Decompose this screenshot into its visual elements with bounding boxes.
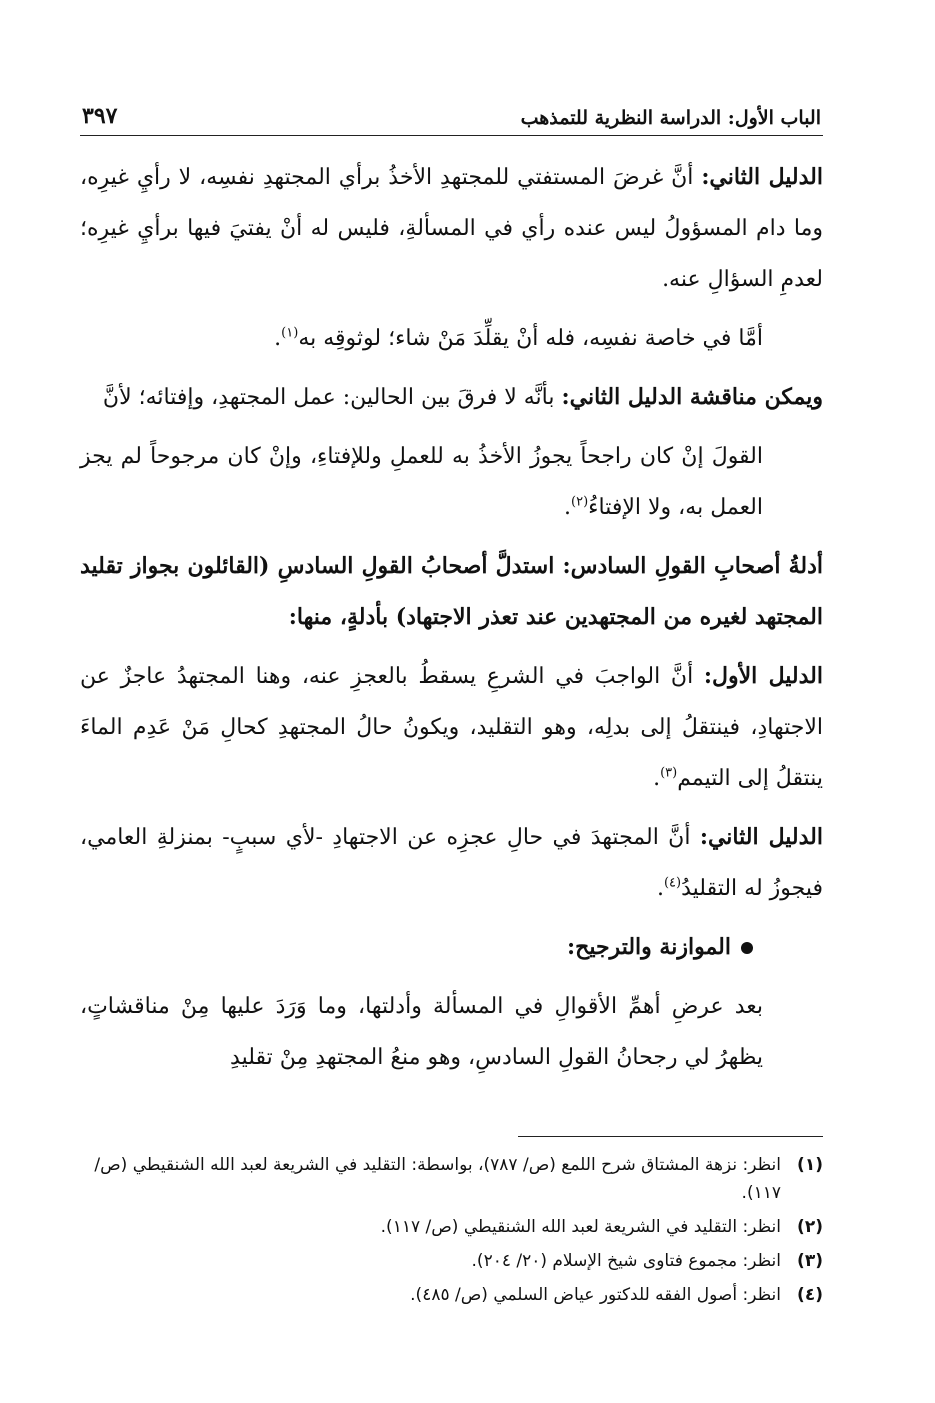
footnote-divider	[518, 1136, 823, 1137]
paragraph-tail: .	[564, 495, 572, 520]
footnote-item	[80, 1247, 823, 1275]
footnote-text: انظر: أصول الفقه للدكتور عياض السلمي (ص/ ٤٨٥).	[410, 1285, 781, 1305]
footnote-number: (٣)	[797, 1251, 823, 1271]
paragraph-text: أمَّا في خاصة نفسِه، فله أنْ يقلِّدَ مَنْ شاء؛ لوثوقِه به	[298, 326, 763, 351]
page-number: ٣٩٧	[82, 103, 118, 129]
paragraph-lead: أدلةُ أصحابِ القولِ السادس:	[562, 553, 823, 579]
body-text	[80, 152, 823, 1083]
paragraph-conclusion	[80, 981, 823, 1083]
paragraph-text: استدلَّ أصحابُ القولِ السادسِ (القائلون بجواز تقليد المجتهد لغيره من المجتهدين عند تعذر الاجتهاد) بأدلةٍ، منها:	[80, 553, 823, 630]
footnote-ref[interactable]: (١)	[281, 325, 299, 341]
bullet-icon	[741, 942, 753, 954]
footnote-ref[interactable]: (٣)	[660, 765, 678, 781]
paragraph-lead: الدليل الأول:	[703, 663, 823, 689]
paragraph-discussion	[80, 372, 823, 423]
footnote-ref[interactable]: (٢)	[571, 494, 589, 510]
footnote-text: انظر: التقليد في الشريعة لعبد الله الشنقيطي (ص/ ١١٧).	[380, 1217, 781, 1237]
footnote-item	[80, 1151, 823, 1207]
paragraph-text: بأنَّه لا فرقَ بين الحالين: عمل المجتهدِ، وإفتائه؛ لأنَّ	[102, 385, 562, 410]
footnotes	[80, 1136, 823, 1315]
paragraph-discussion-cont	[80, 431, 823, 533]
paragraph-text: القولَ إنْ كان راجحاً يجوزُ الأخذُ به للعملِ وللإفتاءِ، وإنْ كان مرجوحاً لم يجز العمل به، ولا الإفتاءُ	[80, 444, 763, 520]
paragraph-text: أنَّ المجتهدَ في حالِ عجزِه عن الاجتهادِ -لأي سببٍ- بمنزلةِ العامي، فيجوزُ له التقليدُ	[80, 825, 823, 901]
book-page	[80, 95, 823, 1091]
footnote-number: (١)	[797, 1155, 823, 1175]
paragraph-tail: .	[274, 326, 282, 351]
running-head: الباب الأول: الدراسة النظرية للتمذهب	[520, 107, 821, 129]
paragraph-tail: .	[653, 766, 661, 791]
paragraph-lead: الدليل الثاني:	[699, 824, 823, 850]
paragraph-text: أنَّ الواجبَ في الشرعِ يسقطُ بالعجزِ عنه، وهنا المجتهدُ عاجزٌ عن الاجتهادِ، فينتقلُ إلى بدلِه، وهو التقليد، ويكونُ حالُ المجتهدِ كحالِ مَنْ عَدِم الماءَ ينتقلُ إلى التيمم	[80, 664, 823, 791]
section-heading-text: الموازنة والترجيح:	[567, 934, 731, 960]
paragraph-second-evidence	[80, 152, 823, 305]
footnote-item	[80, 1281, 823, 1309]
footnote-number: (٤)	[797, 1285, 823, 1305]
paragraph-sixth-opinion	[80, 541, 823, 643]
paragraph-lead: الدليل الثاني:	[701, 164, 823, 190]
paragraph-first-evidence	[80, 651, 823, 804]
footnote-text: انظر: مجموع فتاوى شيخ الإسلام (٢٠/ ٢٠٤).	[471, 1251, 781, 1271]
paragraph-self-case	[80, 313, 823, 364]
footnote-ref[interactable]: (٤)	[663, 875, 682, 891]
footnote-text: انظر: نزهة المشتاق شرح اللمع (ص/ ٧٨٧)، بواسطة: التقليد في الشريعة لعبد الله الشنقيطي (ص/ ١١٧).	[94, 1155, 781, 1203]
paragraph-lead: ويمكن مناقشة الدليل الثاني:	[561, 384, 823, 410]
paragraph-text: بعد عرضِ أهمِّ الأقوالِ في المسألة وأدلتها، وما وَرَدَ عليها مِنْ مناقشاتٍ، يظهرُ لي رجحانُ القولِ السادسِ، وهو منعُ المجتهدِ مِنْ تقليدِ	[80, 994, 763, 1070]
footnote-item	[80, 1213, 823, 1241]
paragraph-tail: .	[656, 876, 664, 901]
section-heading	[80, 922, 823, 973]
paragraph-text: أنَّ غرضَ المستفتي للمجتهدِ الأخذُ برأي المجتهدِ نفسِه، لا رأيِ غيرِه، وما دام المسؤولُ ليس عنده رأي في المسألةِ، فليس له أنْ يفتيَ فيها برأيِ غيرِه؛ لعدمِ السؤالِ عنه.	[80, 165, 823, 292]
paragraph-second-evidence-b	[80, 812, 823, 914]
footnote-number: (٢)	[797, 1217, 823, 1237]
page-header	[80, 95, 823, 136]
